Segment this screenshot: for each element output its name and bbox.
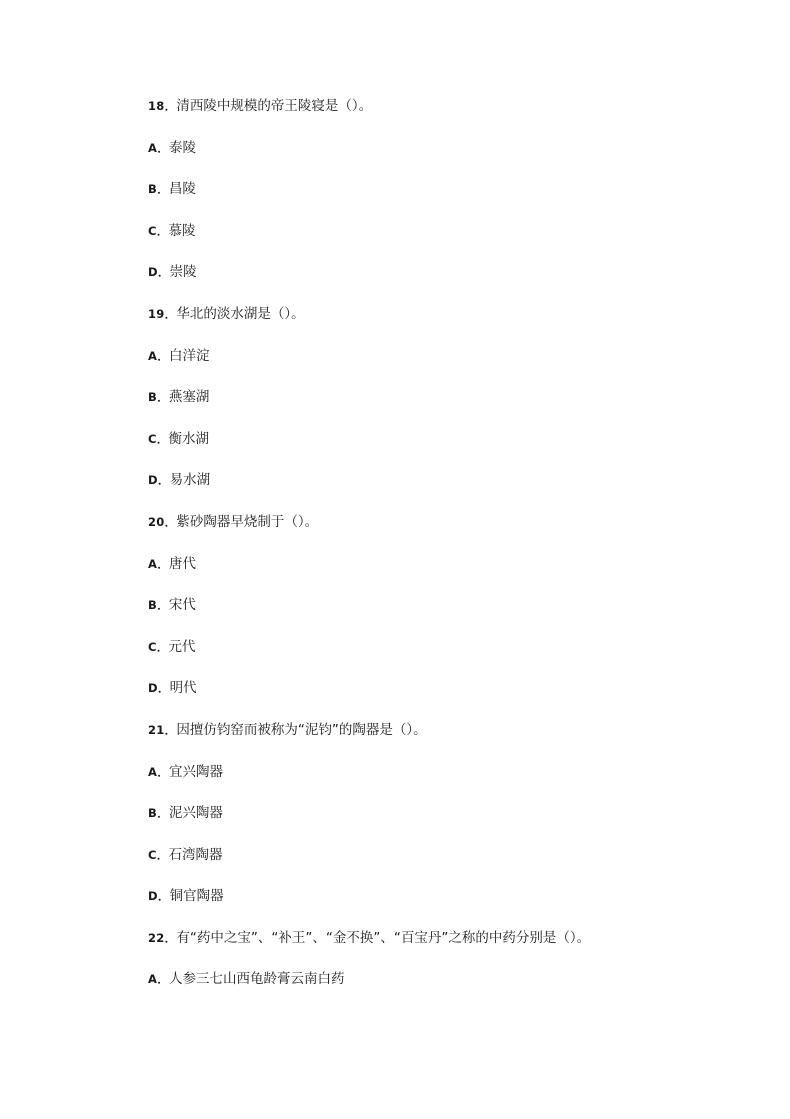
- question-19-stem: [148, 304, 748, 346]
- option-letter: D．: [148, 889, 170, 904]
- option-letter: B．: [148, 182, 169, 197]
- option-text: 元代: [168, 638, 196, 655]
- question-21-option-c: [148, 845, 748, 887]
- question-21-stem: [148, 720, 748, 762]
- document-page: [148, 96, 748, 1011]
- option-text: 宋代: [168, 597, 196, 614]
- question-18-option-c: [148, 221, 748, 263]
- question-22-option-a: [148, 969, 748, 1011]
- question-text: 紫砂陶器早烧制于（）。: [176, 513, 319, 530]
- option-letter: A．: [148, 556, 169, 571]
- option-letter: D．: [148, 265, 170, 280]
- question-21-option-b: [148, 803, 748, 845]
- question-20-option-c: [148, 637, 748, 679]
- option-text: 宜兴陶器: [169, 763, 223, 780]
- option-text: 明代: [169, 680, 197, 697]
- option-letter: B．: [148, 390, 169, 405]
- question-19-option-c: [148, 429, 748, 471]
- question-text: 清西陵中规模的帝王陵寝是（）。: [176, 98, 373, 114]
- option-letter: C．: [148, 223, 169, 238]
- option-letter: C．: [148, 639, 169, 654]
- option-letter: A．: [148, 348, 169, 363]
- question-18-option-a: [148, 138, 748, 180]
- question-text: 因擅仿钧窑而被称为“泥钧”的陶器是（）。: [176, 721, 427, 738]
- question-18-stem: [148, 96, 748, 138]
- option-text: 唐代: [169, 555, 196, 572]
- question-19-option-a: [148, 346, 748, 388]
- question-number: 18．: [148, 99, 177, 113]
- question-text: 华北的淡水湖是（）。: [176, 305, 305, 322]
- question-20-option-a: [148, 554, 748, 596]
- question-22-stem: [148, 928, 748, 970]
- option-text: 昌陵: [168, 181, 196, 198]
- option-letter: C．: [148, 847, 169, 862]
- question-21-option-d: [148, 886, 748, 928]
- option-letter: D．: [148, 473, 170, 488]
- question-19-option-d: [148, 470, 748, 512]
- question-number: 19．: [148, 306, 177, 321]
- question-18-option-b: [148, 179, 748, 221]
- option-text: 铜官陶器: [169, 888, 224, 905]
- question-number: 20．: [148, 514, 177, 529]
- option-text: 石湾陶器: [168, 846, 223, 863]
- question-text: 有“药中之宝”、“补王”、“金不换”、“百宝丹”之称的中药分别是（）。: [176, 929, 591, 946]
- option-letter: B．: [148, 598, 169, 613]
- option-text: 白洋淀: [169, 347, 210, 364]
- question-20-stem: [148, 512, 748, 554]
- option-letter: A．: [148, 764, 169, 779]
- question-20-option-d: [148, 678, 748, 720]
- option-text: 易水湖: [169, 472, 211, 489]
- option-text: 崇陵: [169, 264, 197, 281]
- option-letter: A．: [148, 972, 169, 987]
- question-19-option-b: [148, 387, 748, 429]
- option-letter: D．: [148, 681, 170, 696]
- option-text: 泰陵: [169, 139, 196, 156]
- option-text: 燕塞湖: [168, 389, 210, 406]
- question-21-option-a: [148, 762, 748, 804]
- option-letter: A．: [148, 140, 169, 155]
- option-text: 泥兴陶器: [168, 805, 223, 822]
- option-text: 衡水湖: [168, 430, 210, 447]
- option-letter: C．: [148, 431, 169, 446]
- question-18-option-d: [148, 262, 748, 304]
- question-20-option-b: [148, 595, 748, 637]
- option-text: 慕陵: [168, 222, 196, 239]
- option-text: 人参三七山西龟龄膏云南白药: [169, 971, 345, 988]
- option-letter: B．: [148, 806, 169, 821]
- question-number: 21．: [148, 722, 177, 737]
- question-number: 22．: [148, 930, 177, 945]
